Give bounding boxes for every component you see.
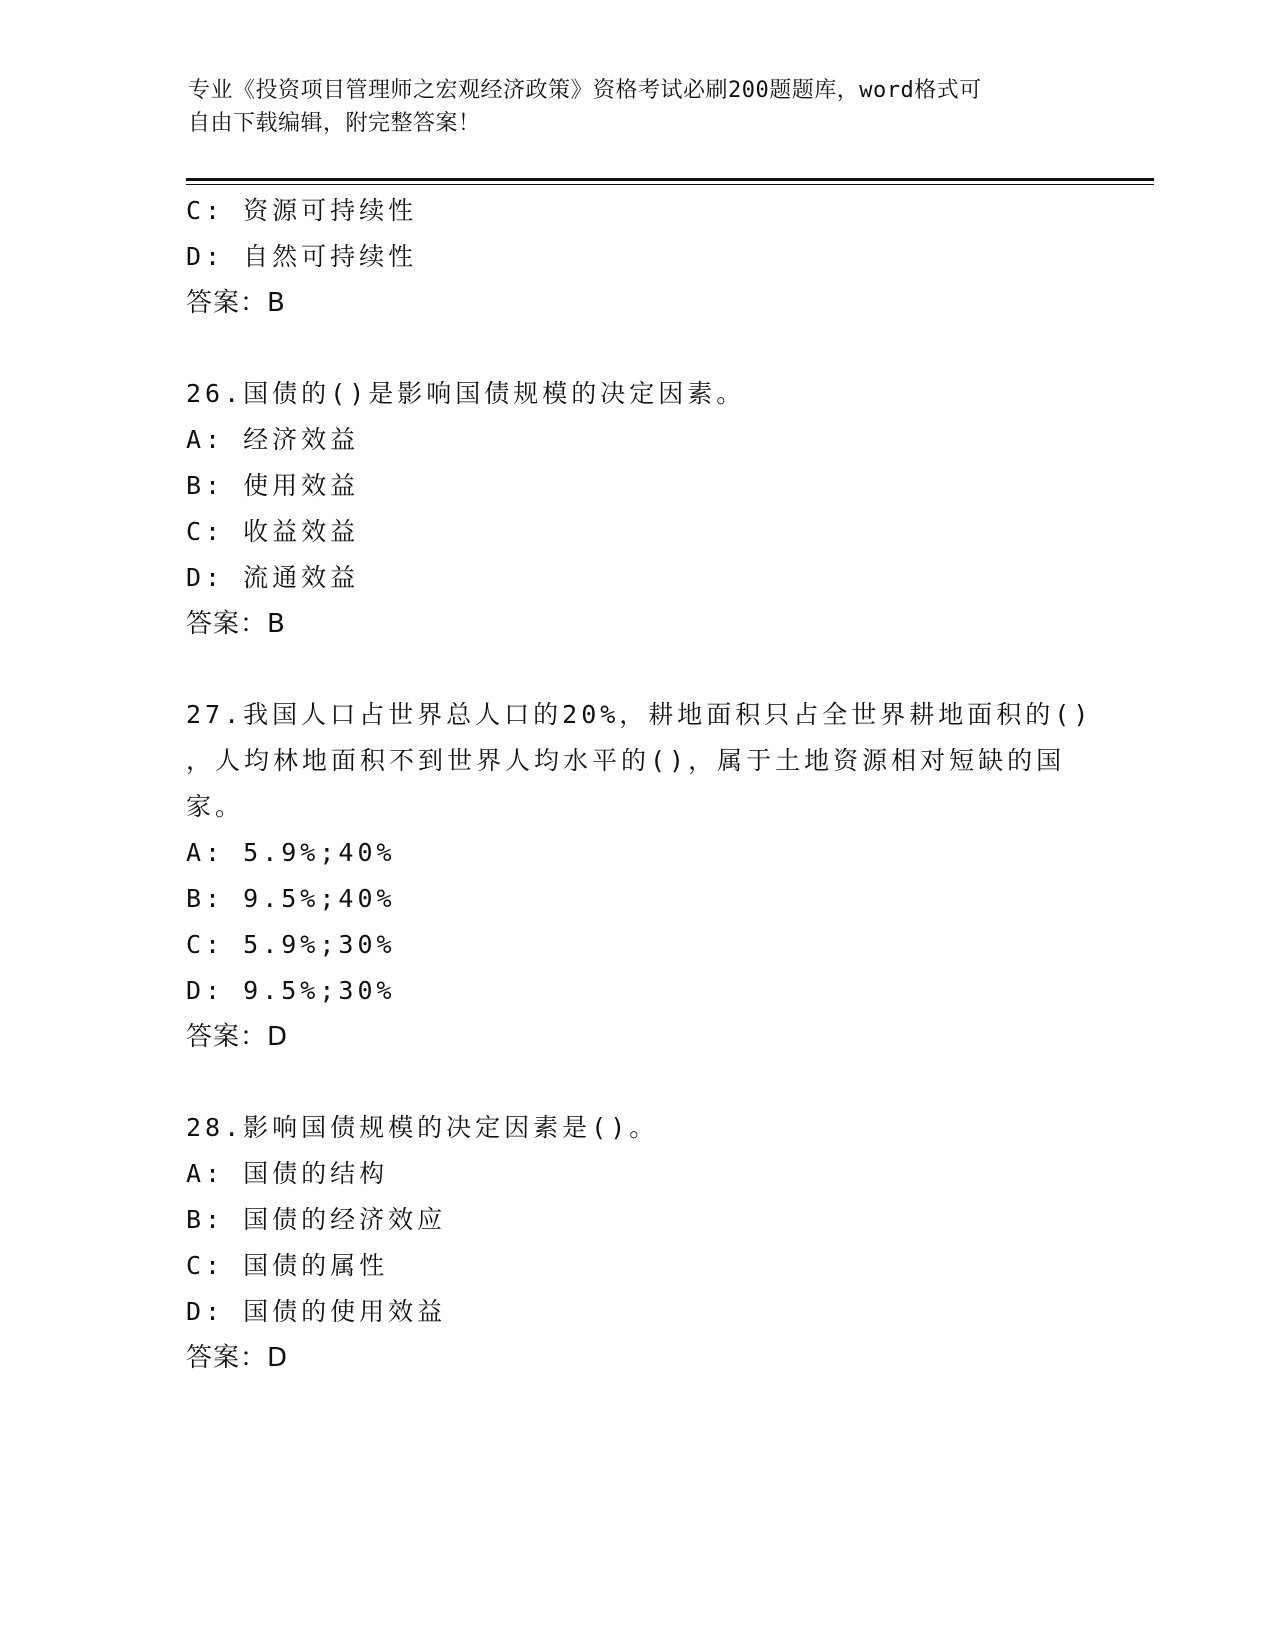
answer-line: 答案：B xyxy=(186,609,286,639)
option-d: D: 流通效益 xyxy=(186,563,360,592)
option-a: A: 经济效益 xyxy=(186,425,360,454)
option-a: A: 国债的结构 xyxy=(186,1159,389,1188)
header-rule-thick xyxy=(186,178,1154,181)
header-line-2: 自由下载编辑，附完整答案！ xyxy=(188,111,481,136)
option-c: C: 收益效益 xyxy=(186,517,360,546)
document-header xyxy=(188,74,1068,140)
question-25-continued xyxy=(186,188,1086,326)
option-b: B: 9.5%;40% xyxy=(186,884,396,913)
question-stem-line-2: ，人均林地面积不到世界人均水平的()，属于土地资源相对短缺的国 xyxy=(186,746,1066,775)
spacer xyxy=(186,326,1086,371)
spacer xyxy=(186,647,1086,692)
answer-line: 答案：D xyxy=(186,1343,289,1373)
question-27 xyxy=(186,692,1093,1060)
option-a: A: 5.9%;40% xyxy=(186,838,396,867)
option-d: D: 自然可持续性 xyxy=(186,242,418,271)
option-c: C: 国债的属性 xyxy=(186,1251,389,1280)
question-stem: 26.国债的()是影响国债规模的决定因素。 xyxy=(186,379,746,408)
option-c: C: 资源可持续性 xyxy=(186,196,418,225)
question-stem-line-3: 家。 xyxy=(186,792,245,821)
question-stem-line-1: 27.我国人口占世界总人口的20%，耕地面积只占全世界耕地面积的() xyxy=(186,700,1093,729)
option-d: D: 9.5%;30% xyxy=(186,976,396,1005)
question-28 xyxy=(186,1105,1086,1381)
question-stem: 28.影响国债规模的决定因素是()。 xyxy=(186,1113,659,1142)
option-c: C: 5.9%;30% xyxy=(186,930,396,959)
spacer xyxy=(186,1060,1086,1105)
header-line-1: 专业《投资项目管理师之宏观经济政策》资格考试必刷200题题库，word格式可 xyxy=(188,78,982,103)
option-b: B: 使用效益 xyxy=(186,471,360,500)
question-list xyxy=(186,188,1093,1381)
option-b: B: 国债的经济效应 xyxy=(186,1205,447,1234)
answer-line: 答案：B xyxy=(186,288,286,318)
answer-line: 答案：D xyxy=(186,1022,289,1052)
option-d: D: 国债的使用效益 xyxy=(186,1297,447,1326)
header-rule-thin xyxy=(186,184,1154,185)
question-26 xyxy=(186,371,1086,647)
